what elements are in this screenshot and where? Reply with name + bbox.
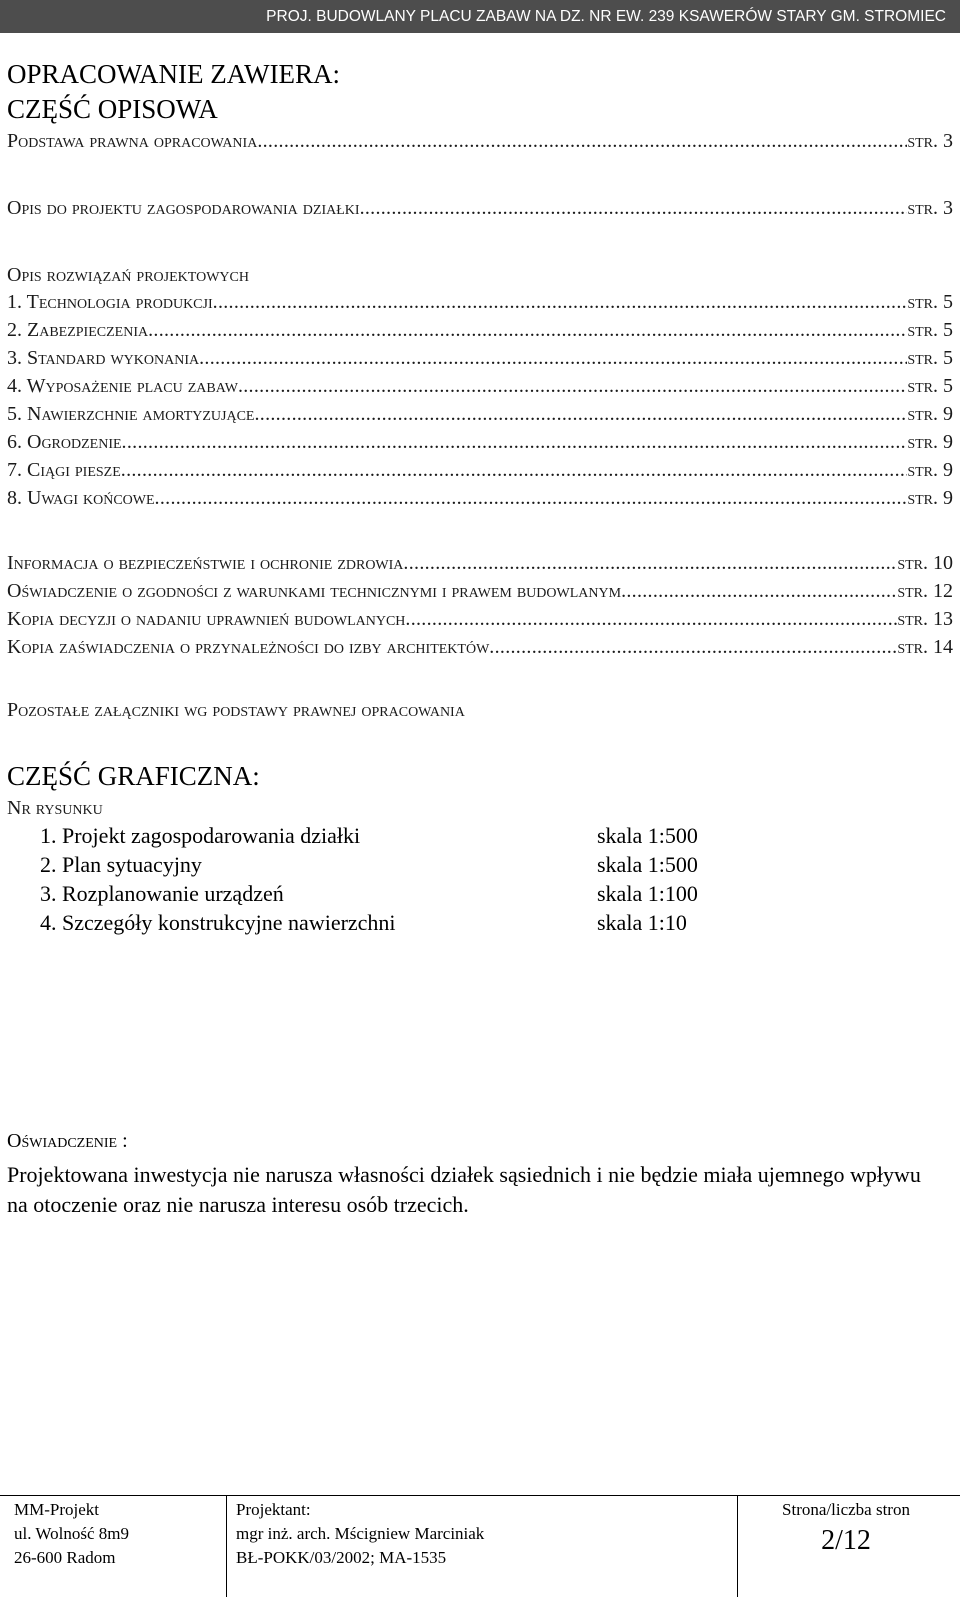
toc-entry-legal-basis[interactable] xyxy=(7,129,953,154)
drawing-title: 2. Plan sytuacyjny xyxy=(40,852,202,877)
toc-entry-compliance-statement[interactable] xyxy=(7,579,953,604)
toc-leader-dots xyxy=(122,430,908,455)
toc-entry-title: Opis do projektu zagospodarowania działki xyxy=(7,197,360,219)
toc-leader-dots xyxy=(489,635,897,660)
toc-leader-dots xyxy=(199,346,907,371)
toc-leader-dots xyxy=(621,579,897,604)
toc-entry-page: str. 13 xyxy=(897,608,953,630)
toc-design-item[interactable] xyxy=(7,374,953,399)
designer-label: Projektant: xyxy=(236,1500,311,1519)
toc-entry-page: str. 9 xyxy=(907,459,953,481)
toc-entry-title: Podstawa prawna opracowania xyxy=(7,130,258,152)
designer-name: mgr inż. arch. Mścigniew Marciniak xyxy=(236,1524,485,1543)
toc-entry-page: str. 9 xyxy=(907,431,953,453)
footer-divider xyxy=(0,1495,960,1496)
toc-entry-title: 1. Technologia produkcji xyxy=(7,291,213,313)
footer-column-divider xyxy=(737,1495,738,1597)
toc-entry-page: str. 10 xyxy=(897,552,953,574)
toc-entry-title: 3. Standard wykonania xyxy=(7,347,200,369)
toc-leader-dots xyxy=(238,374,907,399)
drawing-scale: skala 1:100 xyxy=(597,881,698,906)
page-number: 2/12 xyxy=(821,1525,871,1556)
toc-entry-title: Kopia decyzji o nadaniu uprawnień budowlanych xyxy=(7,608,406,630)
drawing-title: 4. Szczegóły konstrukcyjne nawierzchni xyxy=(40,910,396,935)
footer-page-info xyxy=(746,1498,946,1560)
toc-entry-site-plan[interactable] xyxy=(7,196,953,221)
company-name: MM-Projekt xyxy=(14,1500,99,1519)
project-title: PROJ. BUDOWLANY PLACU ZABAW NA DZ. NR EW. 239 KSAWERÓW STARY GM. STROMIEC xyxy=(266,8,946,25)
drawing-title: 3. Rozplanowanie urządzeń xyxy=(40,881,284,906)
toc-leader-dots xyxy=(257,129,907,154)
toc-entry-title: 7. Ciągi piesze xyxy=(7,459,121,481)
footer-designer xyxy=(236,1498,484,1570)
toc-design-item[interactable] xyxy=(7,318,953,343)
drawing-scale: skala 1:500 xyxy=(597,852,698,877)
toc-entry-page: str. 3 xyxy=(907,130,953,152)
toc-leader-dots xyxy=(148,318,907,343)
document-header xyxy=(0,0,960,33)
drawing-title: 1. Projekt zagospodarowania działki xyxy=(40,823,361,848)
toc-entry-page: str. 3 xyxy=(907,197,953,219)
toc-leader-dots xyxy=(254,402,907,427)
toc-entry-page: str. 12 xyxy=(897,580,953,602)
toc-leader-dots xyxy=(213,290,908,315)
toc-entry-page: str. 9 xyxy=(907,487,953,509)
drawing-number-label: Nr rysunku xyxy=(7,797,103,819)
toc-entry-title: Oświadczenie o zgodności z warunkami technicznymi i prawem budowlanym xyxy=(7,580,622,602)
toc-entry-page: str. 5 xyxy=(907,375,953,397)
company-city: 26-600 Radom xyxy=(14,1548,116,1567)
toc-entry-title: 5. Nawierzchnie amortyzujące xyxy=(7,403,255,425)
footer-company xyxy=(14,1498,129,1570)
toc-entry-title: Informacja o bezpieczeństwie i ochronie zdrowia xyxy=(7,552,404,574)
company-street: ul. Wolność 8m9 xyxy=(14,1524,129,1543)
toc-design-item[interactable] xyxy=(7,430,953,455)
statement-label: Oświadczenie : xyxy=(7,1130,128,1152)
toc-leader-dots xyxy=(360,196,908,221)
designer-license: BŁ-POKK/03/2002; MA-1535 xyxy=(236,1548,447,1567)
toc-entry-title: 6. Ogrodzenie xyxy=(7,431,122,453)
toc-entry-page: str. 5 xyxy=(907,319,953,341)
statement-text: Projektowana inwestycja nie narusza własności działek sąsiednich i nie będzie miała ujemnego wpływu na otoczenie oraz nie narusza interesu osób trzecich. xyxy=(7,1162,921,1217)
remaining-attachments: Pozostałe załączniki wg podstawy prawnej opracowania xyxy=(7,699,465,721)
toc-entry-safety-info[interactable] xyxy=(7,551,953,576)
footer-column-divider xyxy=(226,1495,227,1597)
toc-leader-dots xyxy=(403,551,897,576)
toc-entry-title: Kopia zaświadczenia o przynależności do izby architektów xyxy=(7,636,490,658)
toc-entry-permit-copy[interactable] xyxy=(7,607,953,632)
toc-entry-chamber-certificate[interactable] xyxy=(7,635,953,660)
toc-leader-dots xyxy=(405,607,897,632)
drawing-scale: skala 1:500 xyxy=(597,823,698,848)
toc-entry-page: str. 14 xyxy=(897,636,953,658)
toc-entry-title: 4. Wyposażenie placu zabaw xyxy=(7,375,238,397)
toc-entry-title: 8. Uwagi końcowe xyxy=(7,487,155,509)
toc-design-item[interactable] xyxy=(7,458,953,483)
page-label: Strona/liczba stron xyxy=(782,1500,910,1519)
toc-entry-page: str. 5 xyxy=(907,347,953,369)
toc-entry-page: str. 9 xyxy=(907,403,953,425)
toc-design-item[interactable] xyxy=(7,290,953,315)
design-solutions-heading: Opis rozwiązań projektowych xyxy=(7,264,249,286)
toc-entry-page: str. 5 xyxy=(907,291,953,313)
contents-title: OPRACOWANIE ZAWIERA: xyxy=(7,59,341,89)
toc-design-item[interactable] xyxy=(7,486,953,511)
drawing-scale: skala 1:10 xyxy=(597,910,687,935)
toc-design-item[interactable] xyxy=(7,346,953,371)
toc-leader-dots xyxy=(121,458,908,483)
graphic-part-title: CZĘŚĆ GRAFICZNA: xyxy=(7,761,260,791)
toc-entry-title: 2. Zabezpieczenia xyxy=(7,319,149,341)
toc-design-item[interactable] xyxy=(7,402,953,427)
toc-leader-dots xyxy=(155,486,908,511)
descriptive-part-title: CZĘŚĆ OPISOWA xyxy=(7,94,218,124)
